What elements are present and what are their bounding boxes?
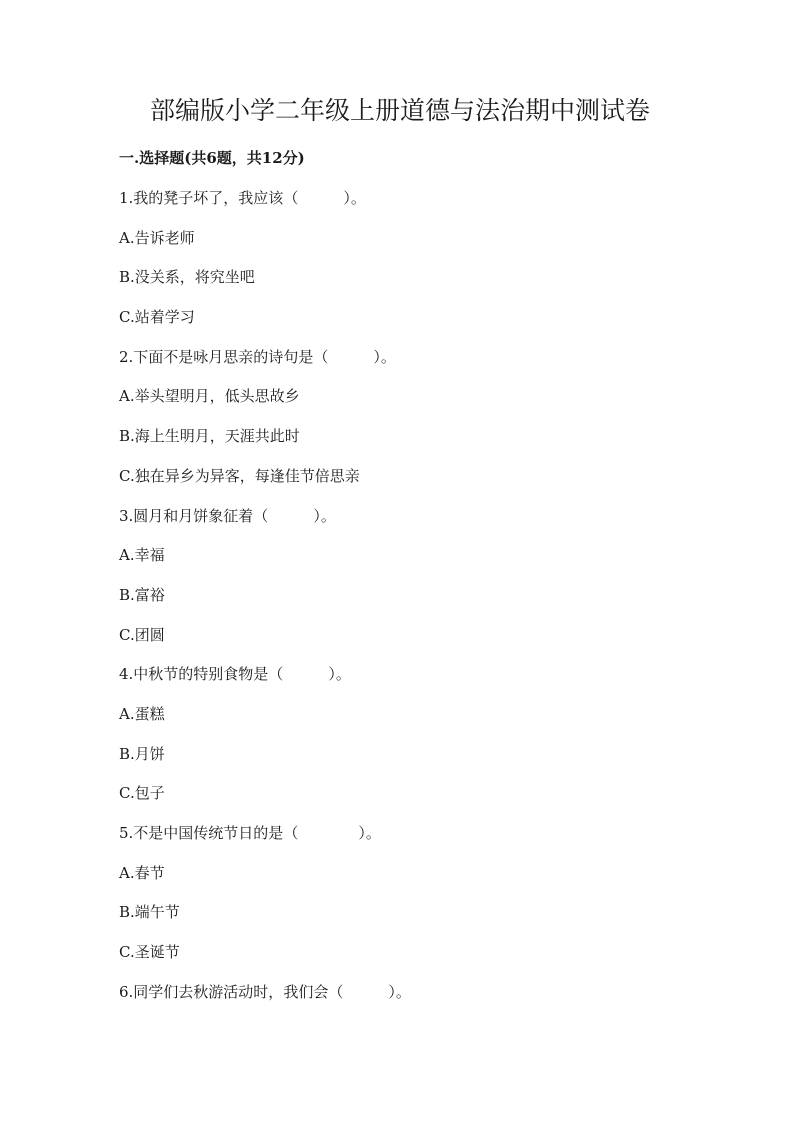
question-list <box>119 188 739 1021</box>
question-4-option-c: C.包子 <box>119 784 165 803</box>
question-1-option-a: A.告诉老师 <box>119 228 195 247</box>
question-5-stem: 5.不是中国传统节日的是（ ）。 <box>119 824 381 842</box>
section-heading: 一.选择题(共6题，共12分) <box>119 149 305 167</box>
question-6-stem: 6.同学们去秋游活动时，我们会（ ）。 <box>119 982 411 1001</box>
question-2-option-a: A.举头望明月，低头思故乡 <box>119 387 300 406</box>
question-5-option-b: B.端午节 <box>119 903 180 922</box>
question-4-option-b: B.月饼 <box>119 744 165 763</box>
question-4-option-a: A.蛋糕 <box>119 704 165 723</box>
question-5-option-c: C.圣诞节 <box>119 943 180 962</box>
question-1-option-b: B.没关系，将究坐吧 <box>119 268 255 287</box>
question-1-stem: 1.我的凳子坏了，我应该（ ）。 <box>119 189 366 207</box>
question-2-stem: 2.下面不是咏月思亲的诗句是（ ）。 <box>119 347 396 366</box>
question-3-option-c: C.团圆 <box>119 625 165 644</box>
question-3-option-b: B.富裕 <box>119 585 165 604</box>
page-title: 部编版小学二年级上册道德与法治期中测试卷 <box>149 96 650 125</box>
question-5-option-a: A.春节 <box>119 863 165 882</box>
question-4-stem: 4.中秋节的特别食物是（ ）。 <box>119 665 351 684</box>
question-3-stem: 3.圆月和月饼象征着（ ）。 <box>119 506 336 525</box>
question-1-option-c: C.站着学习 <box>119 308 195 327</box>
question-3-option-a: A.幸福 <box>119 546 165 565</box>
question-2-option-b: B.海上生明月，天涯共此时 <box>119 427 300 446</box>
question-2-option-c: C.独在异乡为异客，每逢佳节倍思亲 <box>119 466 360 485</box>
